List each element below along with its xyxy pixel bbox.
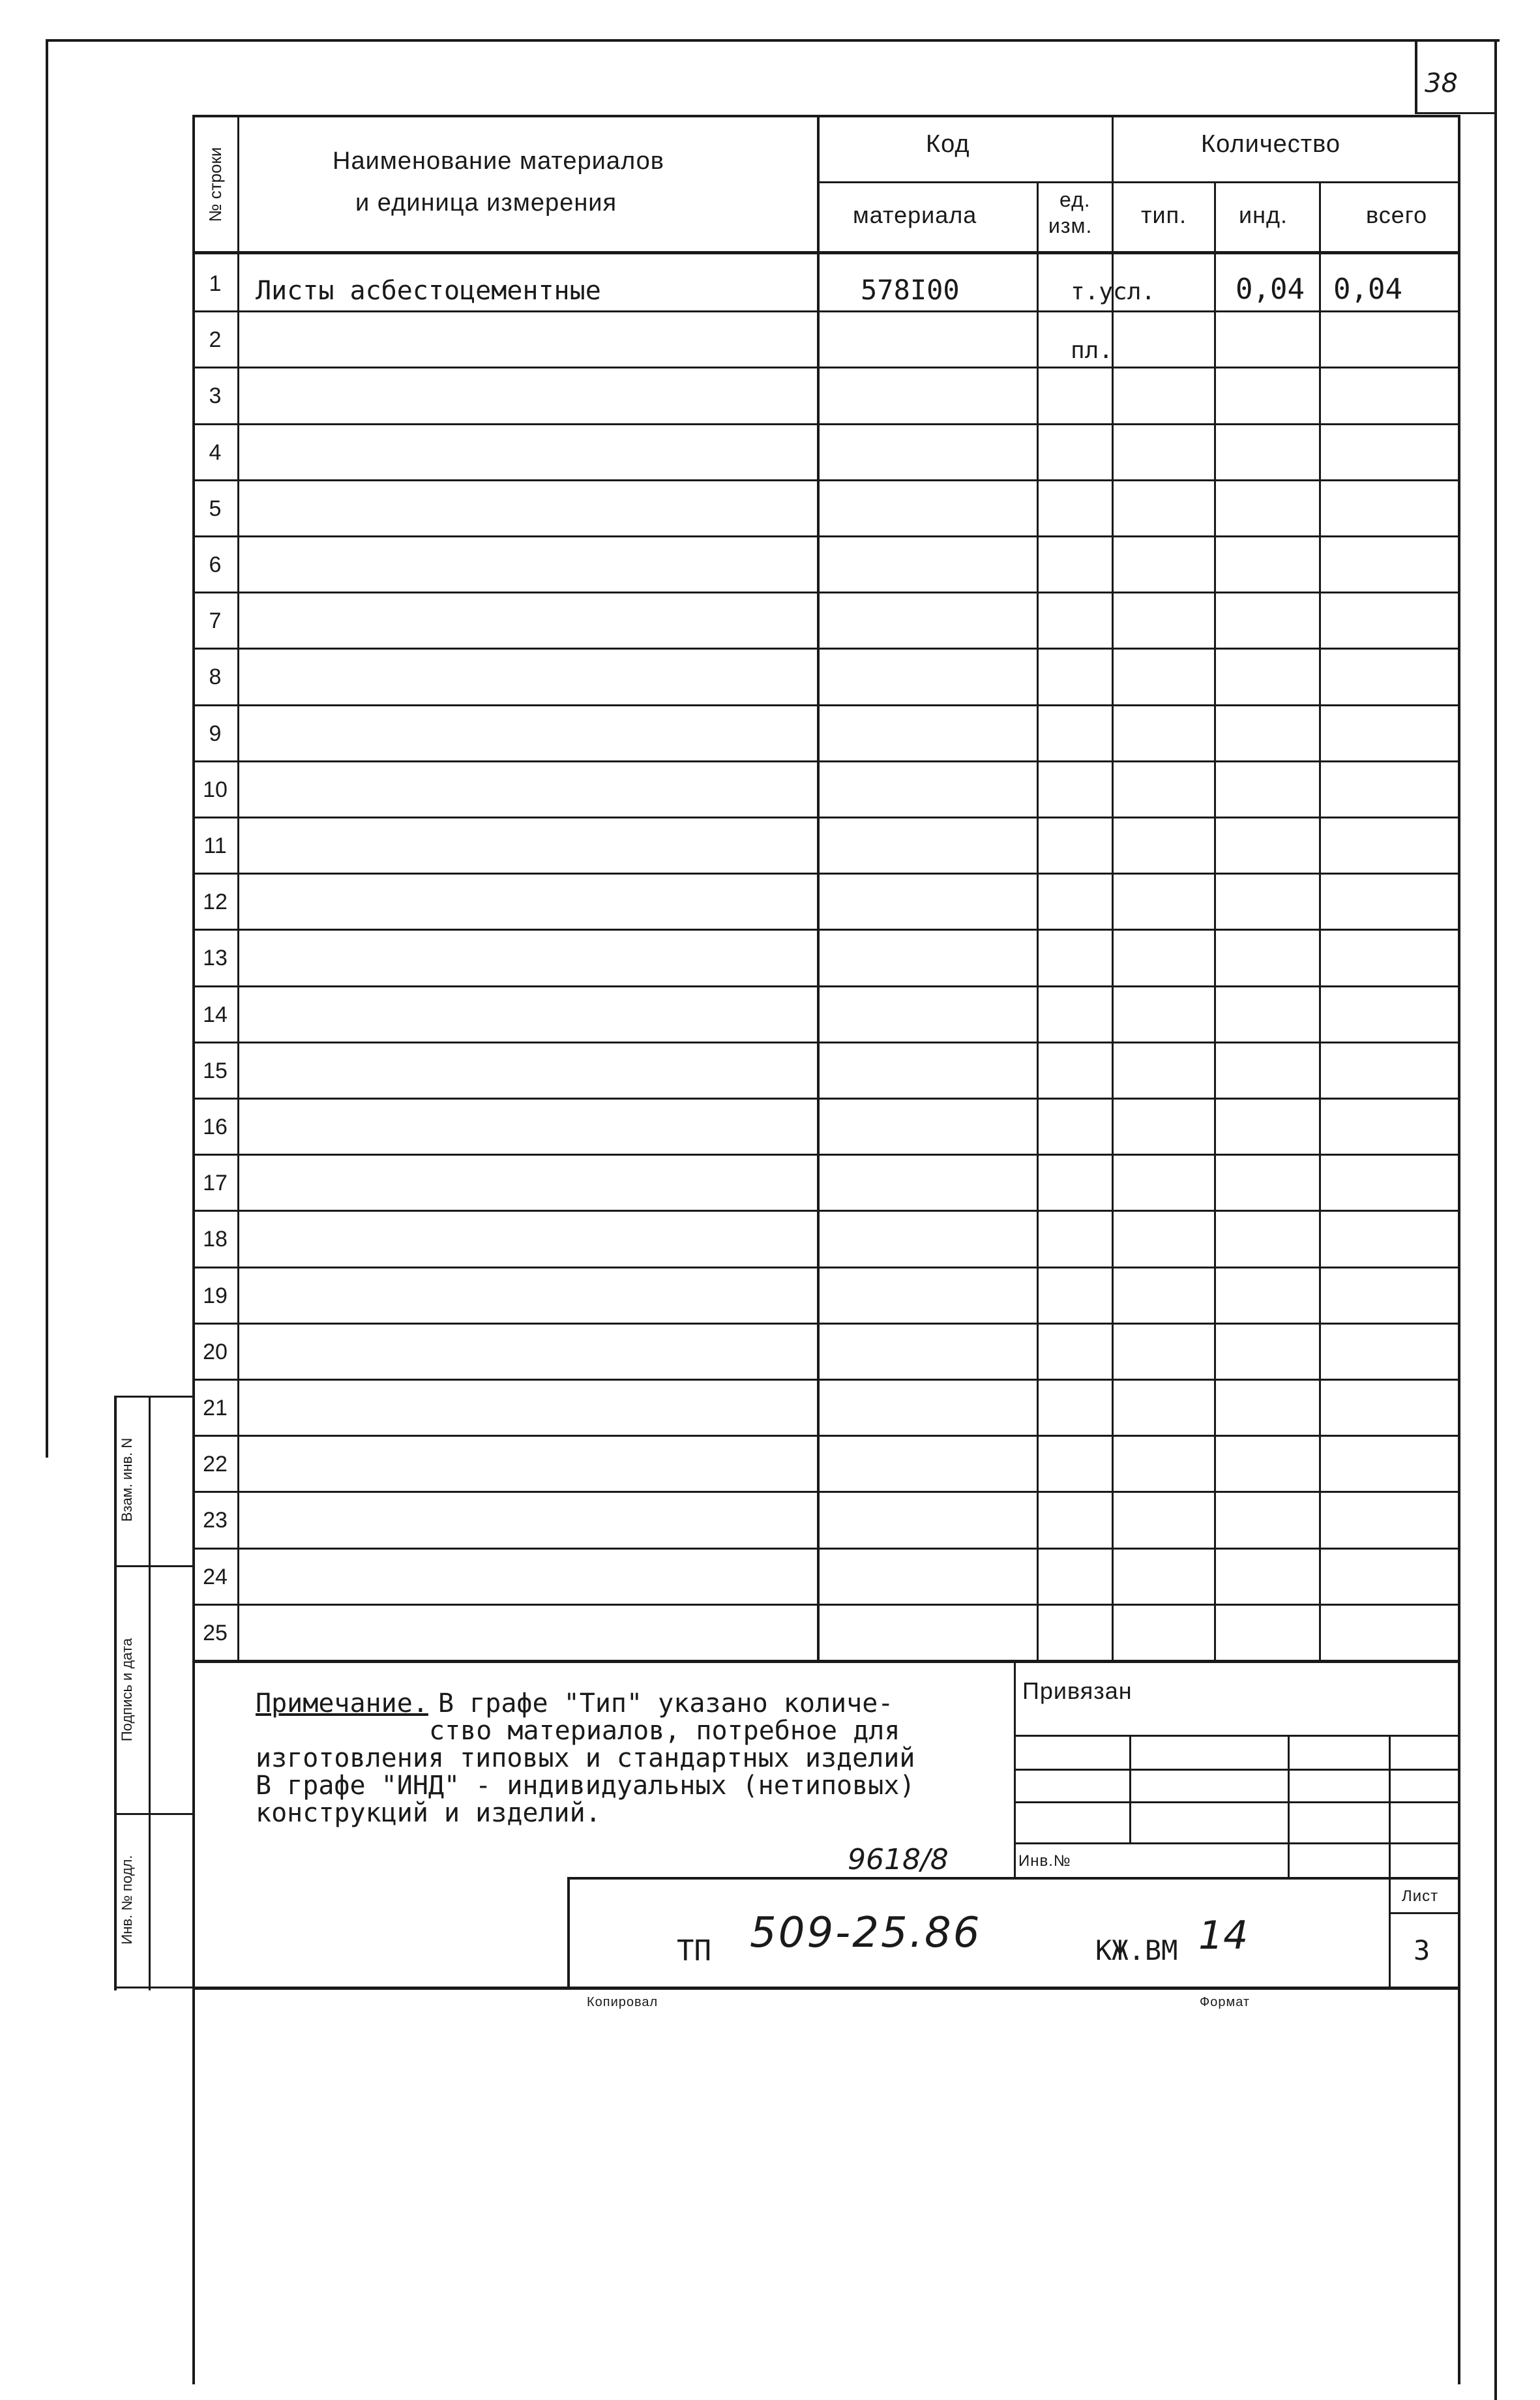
row-number: 15	[203, 1058, 228, 1083]
row-line	[194, 760, 1459, 762]
note-line1: В графе "Тип" указано количе-	[438, 1688, 894, 1718]
stamp-h1	[1014, 1735, 1459, 1737]
row-line	[194, 1604, 1459, 1606]
side-stamp-top	[114, 1396, 194, 1398]
sheet-box-mid	[1389, 1912, 1459, 1914]
titleblock-bottom	[192, 1987, 1460, 1990]
row-number: 11	[203, 833, 227, 858]
doc-number: 509-25.86	[750, 1909, 982, 1957]
row-line	[194, 479, 1459, 481]
doc-suffix: 14	[1198, 1913, 1249, 1958]
side-stamp-bottom	[114, 1987, 194, 1988]
col-line-typ	[1214, 181, 1216, 1660]
row-number: 23	[203, 1508, 228, 1533]
row-number: 5	[209, 496, 222, 521]
row-number: 24	[203, 1564, 228, 1589]
pagenum-box-bottom	[1415, 112, 1497, 114]
col-line-code	[1037, 181, 1039, 1660]
row-number: 25	[203, 1620, 228, 1645]
row1-total: 0,04	[1333, 273, 1402, 306]
row1-code: 578I00	[861, 274, 960, 306]
stamp-h2	[1014, 1769, 1459, 1771]
row-line	[194, 704, 1459, 706]
row-line	[194, 310, 1459, 312]
row-number: 6	[209, 552, 222, 577]
row1-unit-2: пл.	[1071, 337, 1114, 364]
note-line2: ство материалов, потребное для	[429, 1716, 900, 1746]
row1-ind: 0,04	[1236, 273, 1305, 306]
side-label-podpis: Подпись и дата	[119, 1638, 135, 1742]
archive-number: 9618/8	[848, 1843, 949, 1876]
side-label-inv-podl: Инв. № подл.	[119, 1855, 135, 1945]
pagenum-box-left	[1415, 40, 1417, 113]
row-number: 4	[209, 440, 222, 465]
row-number: 9	[209, 721, 222, 746]
row-line	[194, 873, 1459, 875]
row-line	[194, 1267, 1459, 1268]
row-number: 1	[209, 271, 222, 296]
sheet-label: Лист	[1402, 1887, 1439, 1905]
row-line	[194, 367, 1459, 368]
header-qty-total: всего	[1366, 202, 1428, 228]
header-code-material: материала	[853, 202, 977, 228]
sheet-number: 3	[1414, 1934, 1430, 1966]
row-number: 8	[209, 665, 222, 690]
side-label-vzam: Взам. инв. N	[119, 1437, 135, 1522]
stamp-v2	[1288, 1735, 1290, 1877]
row-line	[194, 1098, 1459, 1100]
row-number: 22	[203, 1452, 228, 1477]
row-number: 20	[203, 1339, 228, 1364]
row-number: 16	[203, 1115, 228, 1139]
col-line-rownum	[237, 115, 239, 1660]
col-line-name	[817, 115, 820, 1660]
row-line	[194, 1548, 1459, 1550]
row-number: 12	[203, 890, 228, 915]
row-line	[194, 985, 1459, 987]
row-line	[194, 423, 1459, 425]
row-line	[194, 1435, 1459, 1437]
side-stamp-left	[114, 1396, 117, 1990]
row-number: 19	[203, 1283, 228, 1308]
header-bottom-line	[194, 251, 1459, 254]
header-name-line1: Наименование материалов	[333, 147, 664, 175]
header-unit-2: изм.	[1048, 214, 1093, 237]
row-line	[194, 592, 1459, 593]
row-line	[194, 648, 1459, 650]
header-unit-1: ед.	[1059, 188, 1091, 211]
row-number: 2	[209, 327, 222, 353]
side-stamp-inner	[149, 1396, 151, 1990]
row-line	[194, 1042, 1459, 1043]
stamp-v3	[1389, 1735, 1391, 1877]
row-number: 21	[203, 1396, 228, 1420]
header-qty-ind: инд.	[1239, 202, 1288, 228]
row-line	[194, 535, 1459, 537]
side-stamp-h2	[114, 1813, 194, 1815]
row-number: 10	[203, 777, 228, 802]
row-number: 18	[203, 1227, 228, 1252]
row-line	[194, 1379, 1459, 1381]
note-line4: В графе "ИНД" - индивидуальных (нетиповых)	[256, 1771, 915, 1801]
titleblock-left	[567, 1877, 570, 1989]
note-label-text: Примечание.	[256, 1688, 428, 1718]
note-label	[256, 1690, 428, 1717]
stamp-v1	[1129, 1735, 1131, 1842]
row-line	[194, 817, 1459, 818]
doc-mark: КЖ.ВМ	[1095, 1934, 1178, 1966]
sheet-box-left	[1389, 1877, 1391, 1988]
stamp-privyazan: Привязан	[1022, 1677, 1133, 1704]
frame-right	[1494, 39, 1497, 2400]
row-line	[194, 929, 1459, 931]
row-number: 7	[209, 608, 222, 634]
header-row-no: № строки	[205, 147, 225, 222]
header-qty-typ: тип.	[1141, 202, 1187, 228]
stamp-h4	[1014, 1842, 1459, 1844]
footer-format: Формат	[1200, 1995, 1251, 2009]
row-line	[194, 1210, 1459, 1212]
header-mid-line	[817, 181, 1459, 183]
table-bottom-line	[192, 1660, 1460, 1663]
stamp-h3	[1014, 1801, 1459, 1803]
row-line	[194, 1323, 1459, 1325]
row-number: 3	[209, 383, 222, 409]
note-line3: изготовления типовых и стандартных изделий	[256, 1743, 915, 1773]
header-quantity: Количество	[1201, 130, 1341, 158]
row-number: 14	[203, 1002, 228, 1027]
table-top	[192, 115, 1460, 117]
page-number: 38	[1425, 68, 1458, 98]
row-number: 17	[203, 1171, 228, 1196]
side-stamp-h1	[114, 1565, 194, 1567]
col-line-ind	[1319, 181, 1321, 1660]
header-name-line2: и единица измерения	[355, 189, 617, 217]
row1-name: Листы асбестоцементные	[256, 276, 601, 306]
table-right	[1458, 115, 1460, 2384]
footer-copied: Копировал	[587, 1995, 659, 2009]
note-line5: конструкций и изделий.	[256, 1798, 601, 1828]
row1-unit: т.усл.	[1071, 278, 1156, 305]
stamp-inv-no: Инв.№	[1018, 1852, 1071, 1870]
frame-top	[46, 39, 1500, 42]
row-line	[194, 1154, 1459, 1156]
doc-prefix: ТП	[677, 1934, 711, 1968]
titleblock-top	[567, 1877, 1459, 1880]
row-line	[194, 1491, 1459, 1493]
frame-left	[46, 39, 48, 1458]
row-number: 13	[203, 946, 228, 971]
table-left	[192, 115, 195, 2384]
header-code: Код	[926, 130, 970, 158]
